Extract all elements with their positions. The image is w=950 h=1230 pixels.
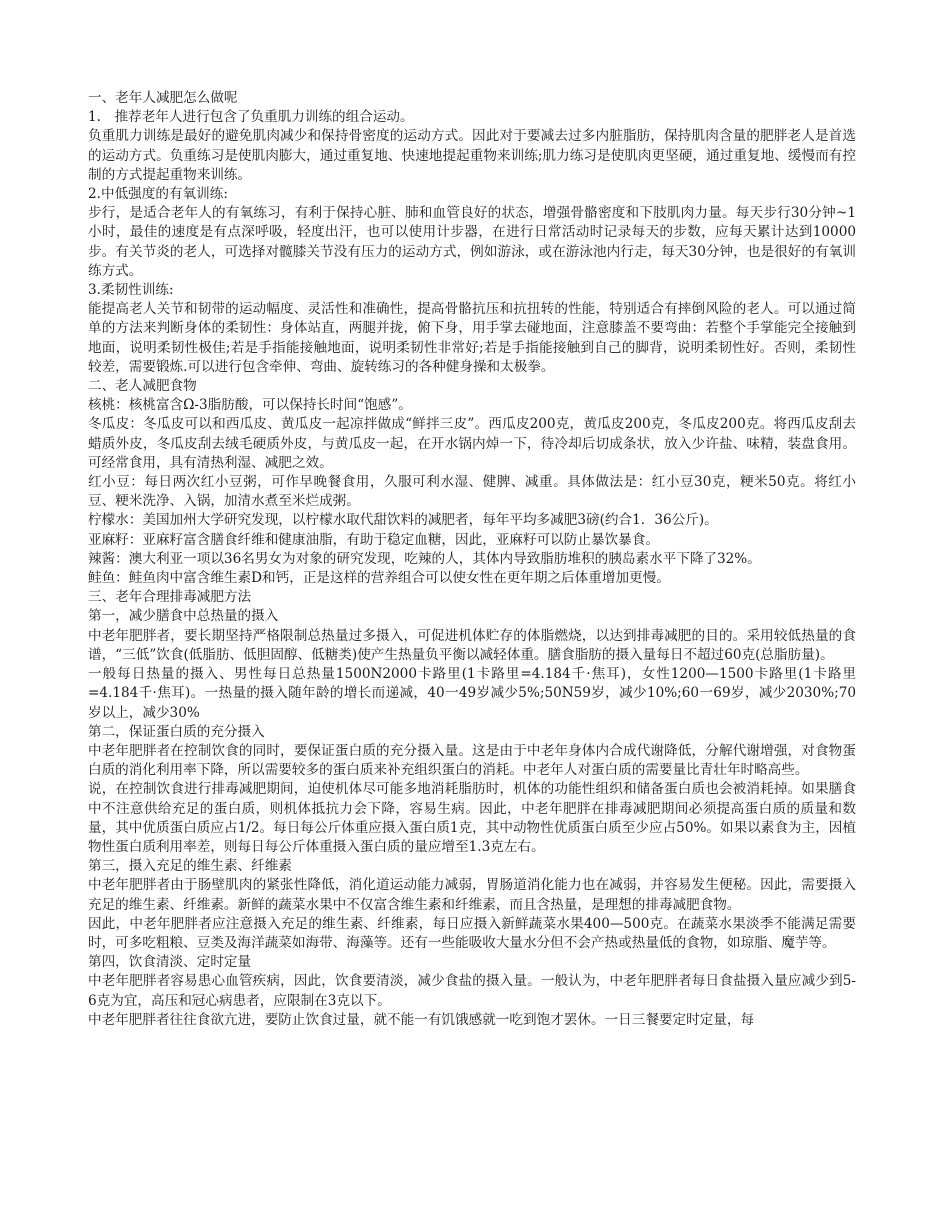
subheading-aerobic: 2.中低强度的有氧训练: bbox=[88, 186, 228, 203]
food-item: 核桃：核桃富含Ω-3脂肪酸，可以保持长时间“饱感”。 bbox=[88, 397, 412, 414]
food-item: 红小豆：每日两次红小豆粥，可作早晚餐食用，久服可利水湿、健脾、减重。具体做法是：红小豆30克，粳米50克。将红小豆、粳米洗净、入锅，加清水煮至米烂成粥。 bbox=[88, 474, 856, 510]
paragraph: 因此，中老年肥胖者应注意摄入充足的维生素、纤维素，每日应摄入新鲜蔬菜水果400—500克。在蔬菜水果淡季不能满足需要时，可多吃粗粮、豆类及海洋蔬菜如海带、海藻等。还有一些能吸收大量水分但不会产热或热量低的食物，如琼脂、魔芋等。 bbox=[88, 915, 856, 951]
section-heading-3: 三、老年合理排毒减肥方法 bbox=[88, 589, 252, 606]
food-item: 鲑鱼：鲑鱼肉中富含维生素D和钙，正是这样的营养组合可以使女性在更年期之后体重增加更慢。 bbox=[88, 570, 670, 587]
paragraph: 负重肌力训练是最好的避免肌肉减少和保持骨密度的运动方式。因此对于要减去过多内脏脂肪，保持肌肉含量的肥胖老人是首选的运动方式。负重练习是使肌肉膨大，通过重复地、快速地提起重物来训练;肌力练习是使肌肉更坚硬，通过重复地、缓慢而有控制的方式提起重物来训练。 bbox=[88, 128, 856, 183]
subheading-vitamins: 第三，摄入充足的维生素、纤维素 bbox=[88, 858, 292, 875]
paragraph: 中老年肥胖者往往食欲亢进，要防止饮食过量，就不能一有饥饿感就一吃到饱才罢休。一日三餐要定时定量，每 bbox=[88, 1011, 755, 1028]
subheading-protein: 第二，保证蛋白质的充分摄入 bbox=[88, 723, 265, 740]
paragraph: 一般每日热量的摄入、男性每日总热量1500N2000卡路里(1卡路里=4.184千·焦耳)，女性1200—1500卡路里(1卡路里=4.184千·焦耳)。一热量的摄入随年龄的增长而递减，40一49岁减少5%;50N59岁，减少10%;60一69岁，减少2030%;70岁以上，减少30% bbox=[88, 666, 856, 721]
food-item: 亚麻籽：亚麻籽富含膳食纤维和健康油脂，有助于稳定血糖，因此，亚麻籽可以防止暴饮暴食。 bbox=[88, 531, 659, 548]
paragraph: 中老年肥胖者容易患心血管疾病，因此，饮食要清淡，减少食盐的摄入量。一般认为，中老年肥胖者每日食盐摄入量应减少到5-6克为宜，高压和冠心病患者，应限制在3克以下。 bbox=[88, 973, 856, 1009]
section-heading-1: 一、老年人减肥怎么做呢 bbox=[88, 90, 238, 106]
section-heading-2: 二、老人减肥食物 bbox=[88, 378, 197, 395]
paragraph: 能提高老人关节和韧带的运动幅度、灵活性和准确性，提高骨骼抗压和抗扭转的性能，特别适合有摔倒风险的老人。可以通过简单的方法来判断身体的柔韧性：身体站直，两腿并拢，俯下身，用手掌去碰地面，注意膝盖不要弯曲：若整个手掌能完全接触到地面，说明柔韧性极佳;若是手指能接触地面，说明柔韧性非常好;若是手指能接触到自己的脚背，说明柔韧性好。否则，柔韧性较差，需要锻炼.可以进行包含牵伸、弯曲、旋转练习的各种健身操和太极拳。 bbox=[88, 301, 856, 375]
subheading-light-diet: 第四，饮食清淡、定时定量 bbox=[88, 954, 252, 971]
article-body bbox=[88, 89, 856, 1030]
food-item: 辣酱：澳大利亚一项以36名男女为对象的研究发现，吃辣的人，其体内导致脂肪堆积的胰岛素水平下降了32%。 bbox=[88, 550, 761, 567]
paragraph: 中老年肥胖者，要长期坚持严格限制总热量过多摄入，可促进机体贮存的体脂燃烧，以达到排毒减肥的目的。采用较低热量的食谱，“三低”饮食(低脂肪、低胆固醇、低糖类)使产生热量负平衡以减轻体重。膳食脂肪的摄入量每日不超过60克(总脂肪量)。 bbox=[88, 627, 856, 663]
paragraph: 说，在控制饮食进行排毒减肥期间，迫使机体尽可能多地消耗脂肪时，机体的功能性组织和储备蛋白质也会被消耗掉。如果膳食中不注意供给充足的蛋白质，则机体抵抗力会下降，容易生病。因此，中老年肥胖在排毒减肥期间必须提高蛋白质的质量和数量，其中优质蛋白质应占1/2。每日每公斤体重应摄入蛋白质1克，其中动物性优质蛋白质至少应占50%。如果以素食为主，因植物性蛋白质利用率差，则每日每公斤体重摄入蛋白质的量应增至1.3克左右。 bbox=[88, 781, 856, 855]
paragraph: 中老年肥胖者在控制饮食的同时，要保证蛋白质的充分摄入量。这是由于中老年身体内合成代谢降低，分解代谢增强，对食物蛋白质的消化利用率下降，所以需要较多的蛋白质来补充组织蛋白的消耗。中老年人对蛋白质的需要量比青壮年时略高些。 bbox=[88, 742, 856, 779]
food-item: 冬瓜皮：冬瓜皮可以和西瓜皮、黄瓜皮一起凉拌做成“鲜拌三皮”。西瓜皮200克，黄瓜皮200克，冬瓜皮200克。将西瓜皮刮去蜡质外皮，冬瓜皮刮去绒毛硬质外皮，与黄瓜皮一起，在开水锅内焯一下，待冷却后切成条状，放入少许盐、味精，装盘食用。可经常食用，具有清热利湿、减肥之效。 bbox=[88, 416, 856, 471]
subheading-weight-training: 1. 推荐老年人进行包含了负重肌力训练的组合运动。 bbox=[88, 109, 414, 126]
subheading-flexibility: 3.柔韧性训练: bbox=[88, 282, 174, 299]
paragraph: 步行，是适合老年人的有氧练习，有利于保持心脏、肺和血管良好的状态，增强骨骼密度和下肢肌肉力量。每天步行30分钟~1小时，最佳的速度是有点深呼吸，轻度出汗，也可以使用计步器，在进行日常活动时记录每天的步数，应每天累计达到10000步。有关节炎的老人，可选择对髋膝关节没有压力的运动方式，例如游泳，或在游泳池内行走，每天30分钟，也是很好的有氧训练方式。 bbox=[88, 205, 856, 279]
subheading-calories: 第一，减少膳食中总热量的摄入 bbox=[88, 608, 279, 625]
food-item: 柠檬水：美国加州大学研究发现，以柠檬水取代甜饮料的减肥者，每年平均多减肥3磅(约合1．36公斤)。 bbox=[88, 512, 718, 529]
paragraph: 中老年肥胖者由于肠壁肌肉的紧张性降低，消化道运动能力减弱，胃肠道消化能力也在减弱，并容易发生便秘。因此，需要摄入充足的维生素、纤维素。新鲜的蔬菜水果中不仅富含维生素和纤维素，而且含热量，是理想的排毒减肥食物。 bbox=[88, 877, 856, 913]
